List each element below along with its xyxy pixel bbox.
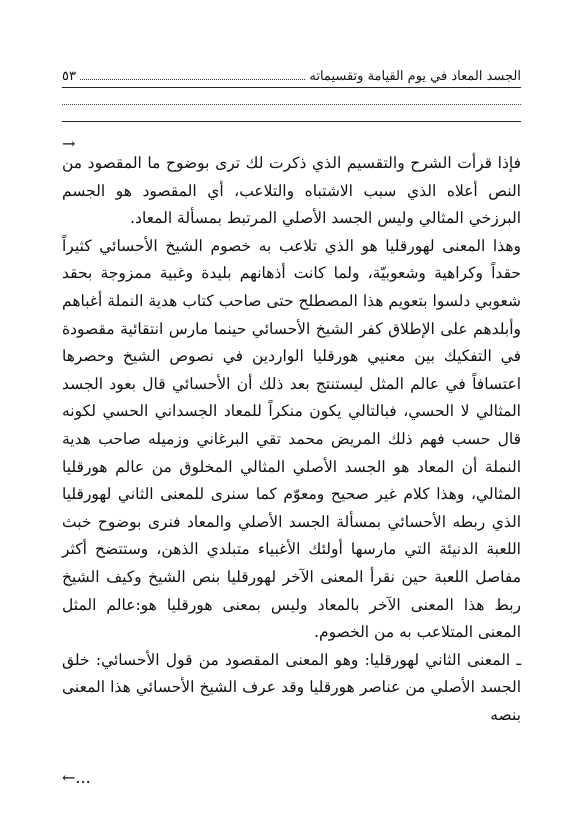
main-text	[62, 150, 521, 729]
header-title: الجسد المعاد في يوم القيامة وتقسيماته	[309, 69, 521, 84]
paragraph-3: ـ المعنى الثاني لهورقليا: وهو المعنى المقصود من قول الأحسائي: خلق الجسد الأصلي من عناصر هورقليا وقد عرف الشيخ الأحسائي هذا المعنى بنصه	[62, 650, 521, 724]
continuation-arrow-top: →	[62, 134, 76, 153]
page-number: ٥٣	[62, 69, 76, 84]
continuation-arrow-bottom: ←...	[62, 768, 91, 787]
header-leader-dots	[80, 79, 305, 80]
header-rule	[62, 87, 521, 88]
paragraph-2: وهذا المعنى لهورقليا هو الذي تلاعب به خصوم الشيخ الأحسائي كثيراً حقداً وكراهية وشعوبيّة، ولما كانت أذهانهم بليدة وغبية ممزوجة بحقد شعوبي دلسوا بتعويم هذا المصطلح حتى صاحب كتاب هدية النملة أغباهم وأبلدهم على الإطلاق كفر الشيخ الأحسائي حينما مارس انتقائية مقصودة في التفكيك بين معنيي هورقليا الواردين في نصوص الشيخ وحصرها اعتسافاً في عالم المثل ليستنتج بعد ذلك أن الأحسائي قال بعود الجسد المثالي لا الحسي، فبالتالي يكون منكراً للمعاد الجسداني الحسي لكونه قال حسب فهم ذلك المريض محمد تقي البرغاني وزميله صاحب هدية النملة أن المعاد هو الجسد الأصلي المثالي المخلوق من عالم هورقليا المثالي، وهذا كلام غير صحيح ومعوّم كما سنرى للمعنى الثاني لهورقليا الذي ربطه الأحسائي بمسألة الجسد الأصلي والمعاد فنرى بوضوح خبث اللعبة الدنيئة التي مارسها أولئك الأغبياء متبلدي الذهن، وستتضح أكثر مفاصل اللعبة حين نقرأ المعنى الآخر لهورقليا بنص الشيخ وكيف الشيخ ربط هذا المعنى الآخر بالمعاد وليس بمعنى هورقليا هو:عالم المثل المعنى المتلاعب به من الخصوم.	[62, 236, 521, 642]
running-header	[62, 62, 521, 84]
paragraph-1: فإذا قرأت الشرح والتقسيم الذي ذكرت لك ترى بوضوح ما المقصود من النص أعلاه الذي سبب الاشتباه والتلاعب، أي المقصود هو الجسم البرزخي المثالي وليس الجسد الأصلي المرتبط بمسألة المعاد.	[62, 154, 521, 228]
dotted-rule-1	[62, 104, 521, 105]
content-rule	[62, 121, 521, 122]
